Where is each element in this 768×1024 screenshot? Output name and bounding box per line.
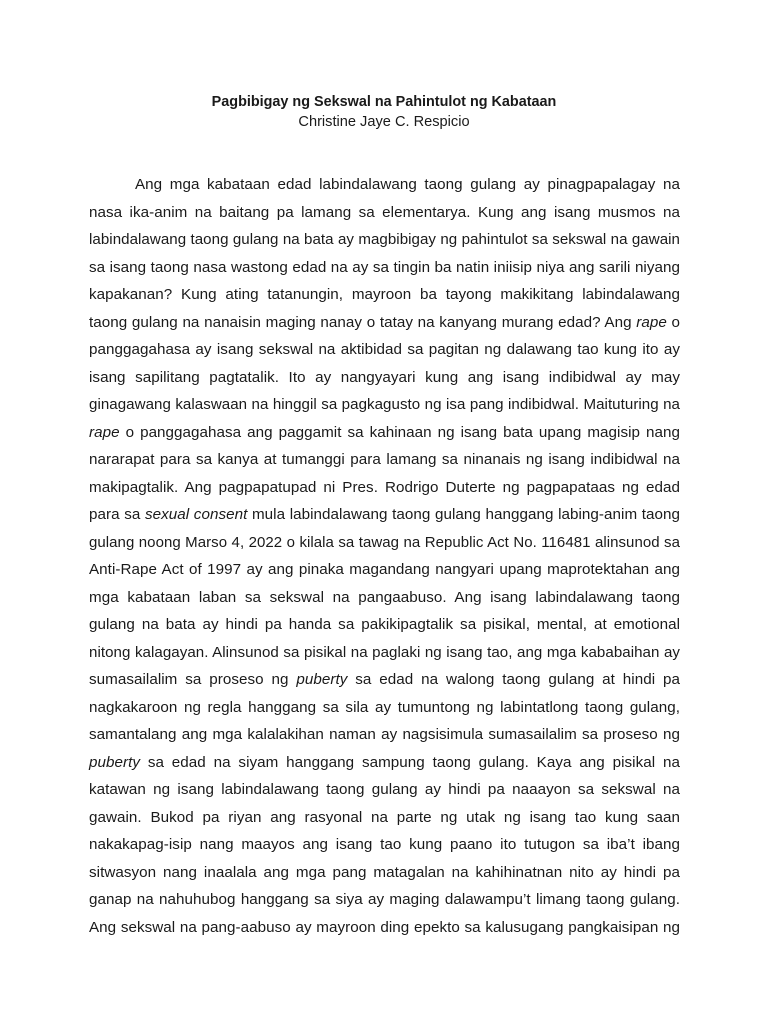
body-line bbox=[89, 891, 680, 919]
line-text: para sa bbox=[89, 506, 145, 523]
line-text: sa edad na siyam hanggang sampung taong gulang. Kaya ang pisikal na bbox=[140, 753, 680, 771]
line-text: taong gulang na nanaisin maging nanay o tatay na kanyang murang edad? Ang bbox=[89, 313, 637, 331]
body-line bbox=[89, 644, 680, 672]
body-line bbox=[89, 809, 680, 837]
body-line bbox=[89, 369, 680, 397]
document-title: Pagbibigay ng Sekswal na Pahintulot ng Kabataan bbox=[211, 94, 557, 110]
line-text: gawain. Bukod pa riyan ang rasyonal na parte ng utak ng isang tao kung saan bbox=[89, 808, 680, 826]
body-line bbox=[89, 699, 680, 727]
line-text: nagkakaroon ng regla hanggang sa sila ay tumuntong ng labintatlong taong gulang, bbox=[89, 698, 680, 716]
line-text: Anti-Rape Act of 1997 ay ang pinaka magandang nangyari upang maprotektahan ang bbox=[89, 561, 680, 578]
line-text: o bbox=[666, 313, 680, 331]
line-text: mula labindalawang taong gulang hanggang labing-anim taong bbox=[247, 506, 681, 523]
line-text: nasa ika-anim na baitang pa lamang sa elementarya. Kung ang isang musmos na bbox=[89, 203, 680, 221]
line-text: nararapat para sa kanya at tumanggi para lamang sa ninanais ng isang indibidwal na bbox=[89, 451, 680, 468]
line-text: sa edad na walong taong gulang at hindi pa bbox=[347, 671, 681, 688]
body-line bbox=[89, 836, 680, 864]
body-line bbox=[89, 314, 680, 342]
document-author: Christine Jaye C. Respicio bbox=[298, 114, 470, 130]
body-line bbox=[89, 781, 680, 809]
body-line bbox=[89, 864, 680, 892]
body-line bbox=[89, 231, 680, 259]
line-text: katawan ng isang labindalawang taong gulang ay hindi pa naaayon sa sekswal na bbox=[89, 781, 680, 798]
body-line bbox=[89, 616, 680, 644]
line-text: sitwasyon nang inaalala ang mga pang matagalan na kahihinatnan nito ay hindi pa bbox=[89, 863, 680, 881]
body-line bbox=[89, 451, 680, 479]
italic-term: sexual consent bbox=[144, 506, 248, 523]
line-text: samantalang ang mga kalalakihan naman ay nagsisimula sumasailalim sa proseso ng bbox=[89, 726, 680, 743]
body-line bbox=[89, 534, 680, 562]
body-line bbox=[89, 259, 680, 287]
body-line bbox=[89, 204, 680, 232]
italic-term: rape bbox=[636, 313, 667, 331]
line-text: ginagawang kalaswaan na hinggil sa pagkagusto ng isa pang indibidwal. Maituturing na bbox=[89, 396, 680, 413]
line-text: gulang na bata ay hindi pa handa sa pakikipagtalik sa pisikal, mental, at emotional bbox=[89, 616, 680, 633]
line-text: nakakapag-isip nang maayos ang isang tao kung paano ito tutugon sa iba’t ibang bbox=[89, 836, 680, 853]
line-text: mga kabataan laban sa sekswal na pangaabuso. Ang isang labindalawang taong bbox=[89, 588, 680, 606]
line-text: sa isang taong nasa wastong edad na ay sa tingin ba natin iniisip niya ang sarili niyang bbox=[89, 258, 680, 276]
line-text: Ang mga kabataan edad labindalawang taong gulang ay pinagpapalagay na bbox=[135, 176, 680, 193]
line-text: ganap na nahuhubog hanggang sa siya ay maging dalawampu’t limang taong gulang. bbox=[89, 891, 680, 908]
body-line bbox=[89, 726, 680, 754]
italic-term: rape bbox=[89, 423, 120, 441]
line-text: Ang sekswal na pang-aabuso ay mayroon ding epekto sa kalusugang pangkaisipan ng bbox=[89, 918, 680, 936]
line-text: panggagahasa ay isang sekswal na aktibidad sa pagitan ng dalawang tao kung ito ay bbox=[89, 341, 680, 358]
italic-term: puberty bbox=[296, 671, 348, 688]
line-text: o panggagahasa ang paggamit sa kahinaan ng isang bata upang magisip nang bbox=[119, 423, 680, 441]
document-body bbox=[89, 176, 680, 946]
body-line bbox=[89, 754, 680, 782]
line-text: gulang noong Marso 4, 2022 o kilala sa tawag na Republic Act No. 116481 alinsunod sa bbox=[89, 533, 680, 551]
line-text: kapakanan? Kung ating tatanungin, mayroon ba tayong makikitang labindalawang bbox=[89, 286, 680, 303]
line-text: nitong kalagayan. Alinsunod sa pisikal na paglaki ng isang tao, ang mga kababaihan ay bbox=[89, 643, 680, 661]
line-text: makipagtalik. Ang pagpapatupad ni Pres. Rodrigo Duterte ng pagpapataas ng edad bbox=[89, 478, 680, 496]
body-line bbox=[89, 424, 680, 452]
line-text: isang sapilitang pagtatalik. Ito ay nangyayari kung ang isang indibidwal ay may bbox=[89, 368, 680, 386]
body-line bbox=[89, 396, 680, 424]
body-line bbox=[89, 589, 680, 617]
body-line bbox=[89, 506, 680, 534]
body-line bbox=[89, 341, 680, 369]
body-line bbox=[89, 561, 680, 589]
italic-term: puberty bbox=[89, 753, 141, 771]
body-line bbox=[89, 176, 680, 204]
body-line bbox=[89, 286, 680, 314]
line-text: labindalawang taong gulang na bata ay magbibigay ng pahintulot sa sekswal na gawain bbox=[89, 231, 680, 248]
body-line bbox=[89, 479, 680, 507]
body-line bbox=[89, 671, 680, 699]
line-text: sumasailalim sa proseso ng bbox=[89, 671, 297, 688]
body-line bbox=[89, 919, 680, 947]
